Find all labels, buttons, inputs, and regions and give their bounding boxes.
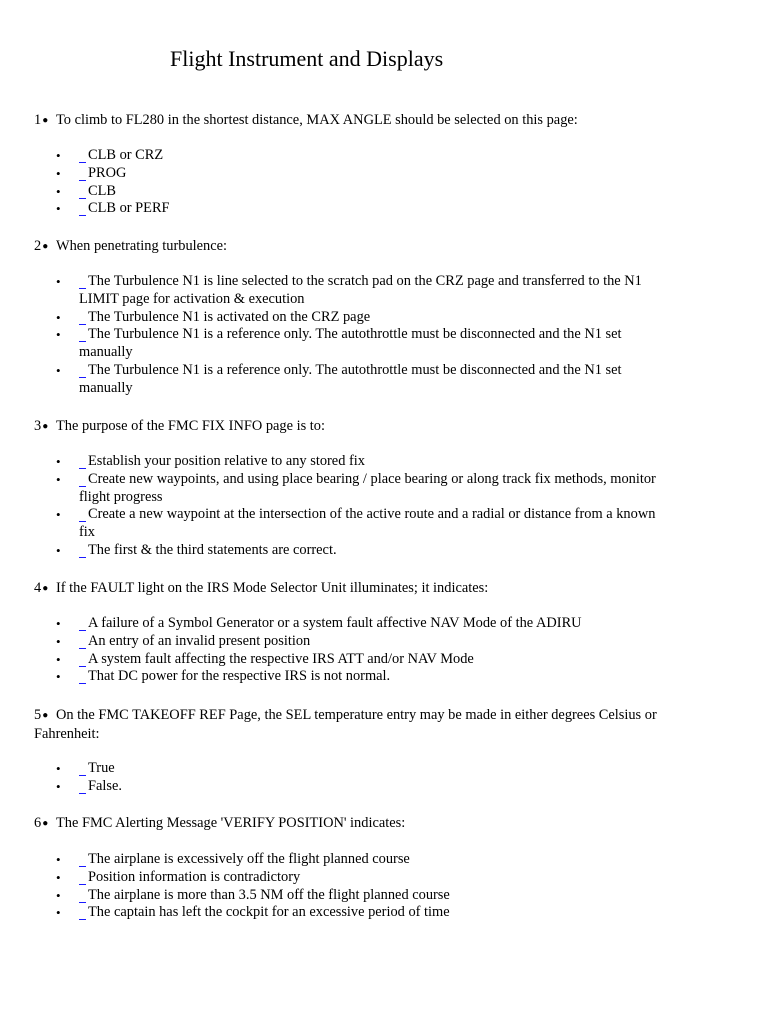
bullet-icon: •: [56, 905, 61, 921]
answer-option[interactable]: • PROG: [56, 164, 127, 181]
answer-option[interactable]: • The captain has left the cockpit for an excessive period of time: [56, 904, 450, 921]
question-number: 3●: [34, 418, 49, 434]
question-text: The FMC Alerting Message 'VERIFY POSITION' indicates:: [56, 815, 406, 831]
question-text: If the FAULT light on the IRS Mode Selector Unit illuminates; it indicates:: [56, 580, 489, 596]
answer-blank[interactable]: [79, 889, 86, 903]
answer-blank[interactable]: [79, 508, 86, 522]
question-text: To climb to FL280 in the shortest distance, MAX ANGLE should be selected on this page:: [56, 112, 578, 128]
question-number: 2●: [34, 238, 49, 254]
bullet-icon: •: [56, 507, 61, 523]
bullet-icon: •: [56, 362, 61, 378]
bullet-icon: •: [56, 148, 61, 163]
answer-blank[interactable]: [79, 473, 86, 487]
bullet-icon: •: [56, 327, 61, 343]
answer-blank[interactable]: [79, 202, 86, 216]
answer-option[interactable]: • True: [56, 760, 115, 776]
answer-option[interactable]: • Establish your position relative to any stored fix: [56, 453, 365, 469]
bullet-icon: •: [56, 778, 61, 794]
bullet-icon: •: [56, 183, 61, 199]
answer-blank[interactable]: [79, 167, 86, 181]
question-number: 6●: [34, 815, 49, 831]
answer-blank[interactable]: [79, 185, 86, 199]
answer-list-1: [56, 147, 656, 218]
answer-blank[interactable]: [79, 780, 86, 794]
bullet-icon: •: [56, 616, 61, 631]
answer-option[interactable]: • The Turbulence N1 is activated on the CRZ page: [56, 308, 371, 325]
question-text: The purpose of the FMC FIX INFO page is to:: [56, 418, 326, 434]
bullet-icon: •: [56, 669, 61, 685]
answer-blank[interactable]: [79, 670, 86, 684]
bullet-icon: •: [56, 852, 61, 867]
bullet-icon: •: [56, 165, 61, 181]
question-number: 5●: [34, 707, 49, 723]
bullet-icon: •: [56, 761, 61, 776]
question-1: [34, 111, 674, 130]
bullet-icon: •: [56, 471, 61, 487]
answer-option[interactable]: • Create new waypoints, and using place bearing / place bearing or along track fix methods, monitor flight progress: [56, 470, 656, 505]
answer-list-2: [56, 273, 656, 398]
question-number: 1●: [34, 112, 49, 128]
bullet-icon: •: [56, 887, 61, 903]
question-5: [34, 706, 674, 743]
bullet-icon: •: [56, 201, 61, 217]
answer-blank[interactable]: [79, 871, 86, 885]
answer-blank[interactable]: [79, 311, 86, 325]
answer-option[interactable]: • That DC power for the respective IRS is not normal.: [56, 668, 391, 685]
answer-blank[interactable]: [79, 635, 86, 649]
question-text: When penetrating turbulence:: [56, 238, 228, 254]
answer-blank[interactable]: [79, 455, 86, 469]
answer-option[interactable]: • A system fault affecting the respective IRS ATT and/or NAV Mode: [56, 650, 474, 667]
answer-list-5: [56, 760, 656, 796]
bullet-icon: •: [56, 454, 61, 469]
bullet-icon: •: [56, 651, 61, 667]
question-4: [34, 579, 674, 598]
page-title: Flight Instrument and Displays: [170, 46, 444, 71]
answer-blank[interactable]: [79, 544, 86, 558]
answer-option[interactable]: • False.: [56, 777, 122, 794]
answer-option[interactable]: • The Turbulence N1 is a reference only. The autothrottle must be disconnected and the N1 set manually: [56, 326, 622, 361]
answer-option[interactable]: • CLB or CRZ: [56, 147, 164, 163]
answer-blank[interactable]: [79, 653, 86, 667]
bullet-icon: •: [56, 633, 61, 649]
bullet-icon: •: [56, 869, 61, 885]
answer-list-6: [56, 851, 656, 922]
answer-blank[interactable]: [79, 617, 86, 631]
answer-option[interactable]: • Position information is contradictory: [56, 868, 301, 885]
answer-option[interactable]: • The airplane is more than 3.5 NM off the flight planned course: [56, 886, 450, 903]
question-6: [34, 814, 674, 833]
answer-option[interactable]: • CLB or PERF: [56, 200, 170, 217]
answer-blank[interactable]: [79, 364, 86, 378]
answer-option[interactable]: • CLB: [56, 182, 116, 199]
answer-option[interactable]: • An entry of an invalid present position: [56, 632, 311, 649]
question-text: On the FMC TAKEOFF REF Page, the SEL temperature entry may be made in either degrees Celsius or Fahrenheit:: [34, 707, 657, 742]
answer-option[interactable]: • A failure of a Symbol Generator or a system fault affective NAV Mode of the ADIRU: [56, 615, 582, 631]
answer-option[interactable]: • The airplane is excessively off the flight planned course: [56, 851, 410, 867]
answer-blank[interactable]: [79, 149, 86, 163]
question-number: 4●: [34, 580, 49, 596]
question-3: [34, 417, 674, 436]
question-2: [34, 237, 674, 256]
answer-blank[interactable]: [79, 906, 86, 920]
bullet-icon: •: [56, 542, 61, 558]
answer-blank[interactable]: [79, 328, 86, 342]
answer-option[interactable]: • The Turbulence N1 is a reference only. The autothrottle must be disconnected and the N1 set manually: [56, 361, 622, 396]
answer-blank[interactable]: [79, 853, 86, 867]
answer-blank[interactable]: [79, 275, 86, 289]
answer-list-4: [56, 615, 656, 686]
answer-option[interactable]: • Create a new waypoint at the intersection of the active route and a radial or distance from a known fix: [56, 506, 656, 541]
bullet-icon: •: [56, 274, 61, 289]
answer-option[interactable]: • The first & the third statements are correct.: [56, 541, 337, 558]
answer-blank[interactable]: [79, 762, 86, 776]
bullet-icon: •: [56, 309, 61, 325]
answer-option[interactable]: • The Turbulence N1 is line selected to the scratch pad on the CRZ page and transferred to the N1 LIMIT page for activation & execution: [56, 273, 642, 307]
answer-list-3: [56, 453, 656, 560]
